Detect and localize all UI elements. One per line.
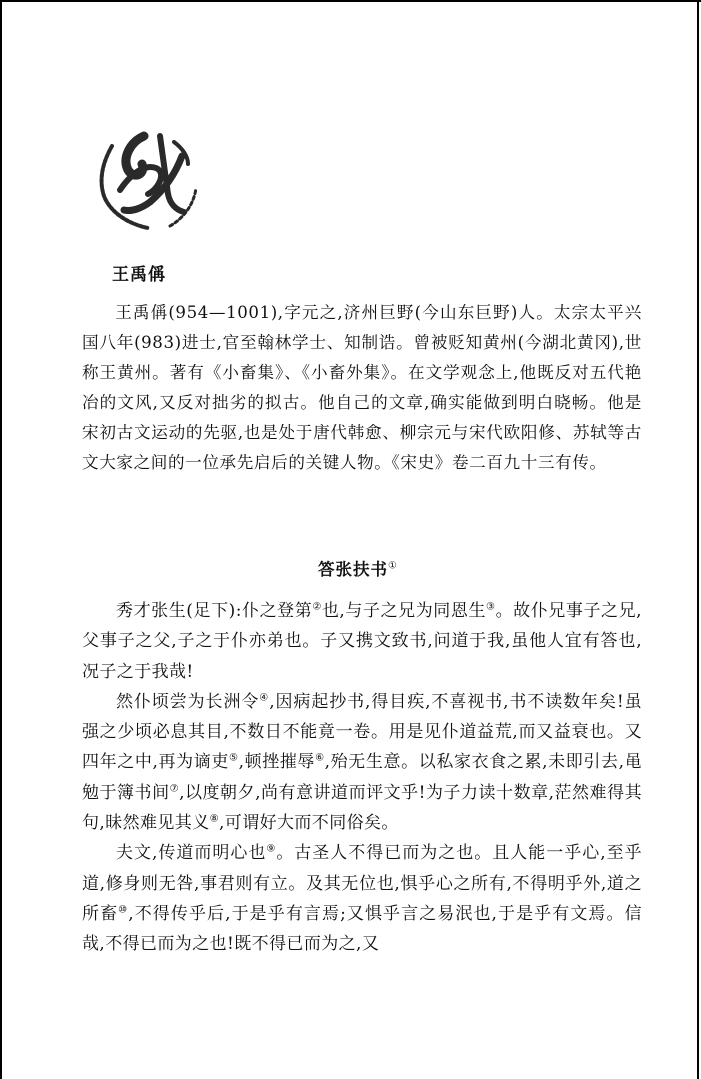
essay-text: 秀才张生(足下):仆之登第	[116, 601, 313, 621]
essay-text: 。古圣人不得已而为之也。且人能一乎心,至乎道,修身则无咎,事君则有立。及其无位也,惧乎心之所有,不得明乎外,道之所畜	[82, 843, 642, 924]
essay-title-text: 答张扶书	[318, 560, 388, 579]
essay-text: ,可谓好大而不同俗矣。	[218, 813, 399, 834]
footnote-marker: ⑥	[315, 752, 325, 764]
author-heading: 王禹偁	[112, 265, 166, 285]
footnote-marker: ⑤	[228, 752, 239, 764]
essay-paragraph	[82, 596, 642, 687]
footnote-marker: ②	[312, 601, 322, 613]
essay-text: ,殆无生意。以私家衣食之累,未即引去,黾勉于簿书间	[82, 752, 642, 803]
calligraphy-seal-icon	[84, 108, 214, 238]
bio-paragraph: 王禹偁(954—1001),字元之,济州巨野(今山东巨野)人。太宗太平兴国八年(983)进士,官至翰林学士、知制诰。曾被贬知黄州(今湖北黄冈),世称王黄州。著有《小畜集》、《小畜外集》。在文学观念上,他既反对五代艳冶的文风,又反对拙劣的拟古。他自己的文章,确实能做到明白晓畅。他是宋初古文运动的先驱,也是处于唐代韩愈、柳宗元与宋代欧阳修、苏轼等古文大家之间的一位承先启后的关键人物。《宋史》卷二百九十三有传。	[82, 303, 642, 472]
essay-text: 然仆顷尝为长洲令	[116, 691, 260, 712]
essay-text: 。故仆兄事子之兄,父事子之父,子之于仆亦弟也。子又携文致书,问道于我,虽他人宜有答也,况子之于我哉!	[82, 601, 642, 682]
author-bio	[82, 298, 642, 478]
essay-text: ,因病起抄书,得目疾,不喜视书,书不读数年矣!虽强之少顷必息其目,不数日不能竟一卷。用是见仆道益荒,而又益衰也。又四年之中,再为谪吏	[82, 691, 643, 773]
essay-paragraph	[82, 838, 642, 959]
essay-title	[318, 556, 398, 580]
footnote-marker: ⑦	[169, 783, 180, 795]
footnote-marker: ⑩	[118, 904, 129, 916]
title-footnote-marker: ①	[388, 560, 398, 572]
page-top-rule	[0, 0, 701, 2]
essay-text: 夫文,传道而明心也	[116, 843, 267, 864]
essay-body	[82, 596, 642, 960]
essay-text: ,以度朝夕,尚有意讲道而评文乎!为子力读十数章,茫然难得其句,昧然难见其义	[82, 782, 642, 834]
essay-text: ,顿挫摧辱	[238, 752, 316, 773]
essay-text: ,不得传乎后,于是乎有言焉;又惧乎言之易泯也,于是乎有文焉。信哉,不得已而为之也!既不得已而为之,又	[82, 903, 642, 955]
essay-paragraph	[82, 687, 642, 838]
page-right-rule	[697, 0, 699, 1079]
footnote-marker: ④	[259, 692, 270, 704]
footnote-marker: ⑨	[266, 843, 277, 855]
footnote-marker: ⑧	[209, 813, 219, 825]
footnote-marker: ③	[486, 601, 496, 613]
essay-text: 也,与子之兄为同恩生	[321, 601, 487, 621]
page-left-rule	[0, 0, 2, 1079]
